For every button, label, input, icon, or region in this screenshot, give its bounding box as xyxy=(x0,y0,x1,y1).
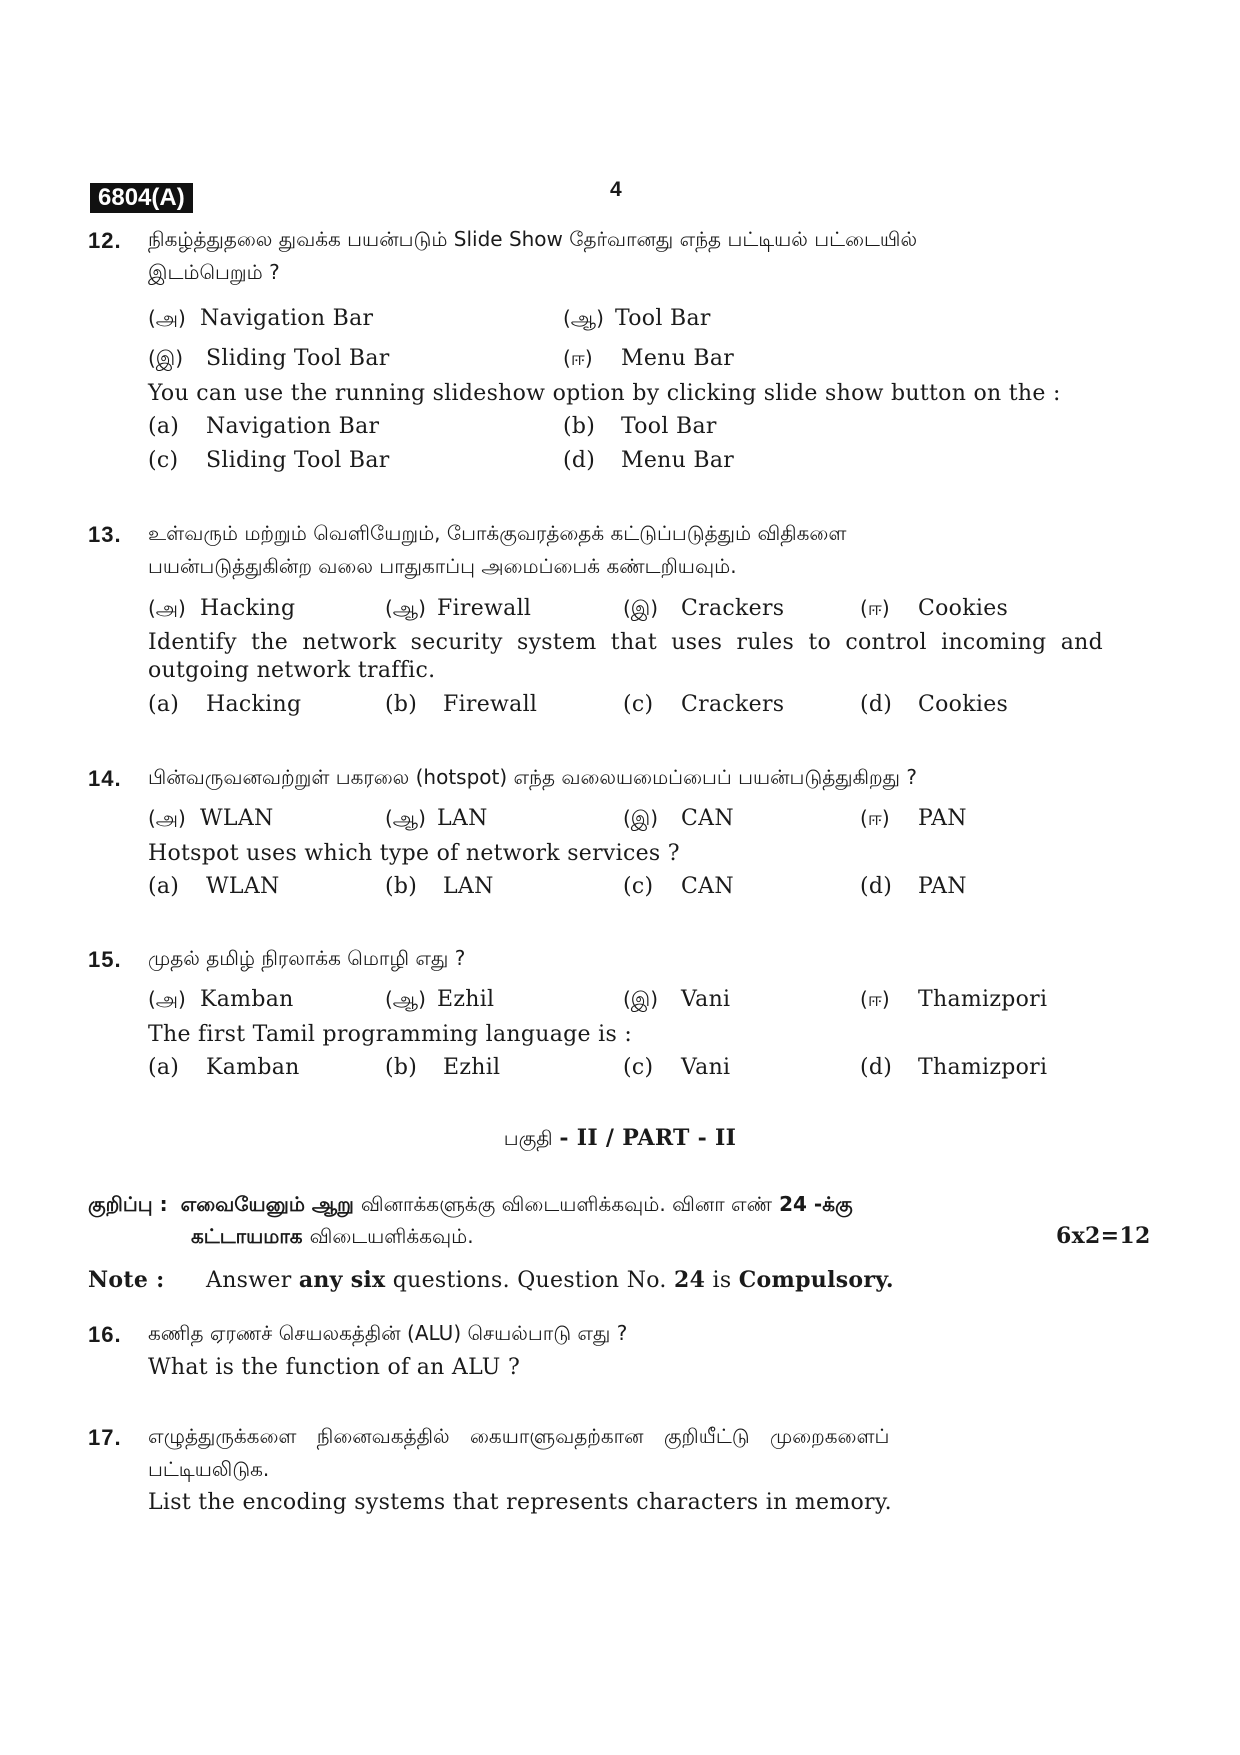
option-text: Ezhil xyxy=(443,1055,501,1080)
note-english-bold: Compulsory. xyxy=(738,1267,894,1293)
option-english-a xyxy=(148,873,280,901)
option-label: (d) xyxy=(860,874,893,899)
option-text: Menu Bar xyxy=(621,346,735,371)
note-english-text: is xyxy=(712,1268,732,1293)
option-label: (c) xyxy=(623,692,654,717)
option-text: Tool Bar xyxy=(615,306,711,331)
option-english-b xyxy=(385,873,494,901)
question-number: 17. xyxy=(88,1425,122,1450)
option-label: (b) xyxy=(563,414,596,439)
option-text: WLAN xyxy=(206,874,280,899)
option-tamil-c xyxy=(623,985,730,1014)
option-label: (ஈ) xyxy=(860,987,890,1011)
option-text: Vani xyxy=(681,987,731,1012)
option-label: (d) xyxy=(860,1055,893,1080)
question-tamil-line: பின்வருவனவற்றுள் பகரலை (hotspot) எந்த வலையமைப்பைப் பயன்படுத்துகிறது ? xyxy=(148,765,917,789)
option-label: (இ) xyxy=(623,806,659,830)
option-text: Crackers xyxy=(681,692,785,717)
option-text: PAN xyxy=(918,874,967,899)
option-label: (இ) xyxy=(623,596,659,620)
option-label: (a) xyxy=(148,692,180,717)
option-tamil-a xyxy=(148,985,294,1014)
option-label: (c) xyxy=(148,448,179,473)
option-text: Thamizpori xyxy=(918,1055,1048,1080)
option-label: (ஈ) xyxy=(860,806,890,830)
option-label: (a) xyxy=(148,414,180,439)
question-english-text: Hotspot uses which type of network services ? xyxy=(148,841,680,866)
question-tamil-line: நிகழ்த்துதலை துவக்க பயன்படும் Slide Show தேர்வானது எந்த பட்டியல் பட்டையில் xyxy=(148,227,918,251)
note-tamil-label: குறிப்பு : xyxy=(88,1192,168,1216)
option-english-d xyxy=(860,873,967,901)
option-label: (அ) xyxy=(148,987,186,1011)
option-tamil-d xyxy=(860,804,967,833)
section-title xyxy=(0,1125,1240,1153)
question-tamil-line: பட்டியலிடுக. xyxy=(148,1457,270,1481)
option-tamil-c xyxy=(623,804,734,833)
option-text: Navigation Bar xyxy=(206,414,380,439)
note-tamil-text: விடையளிக்கவும். xyxy=(309,1224,474,1248)
option-label: (இ) xyxy=(623,987,659,1011)
option-label: (ஆ) xyxy=(563,306,604,330)
option-label: (ஈ) xyxy=(563,346,593,370)
option-english-b xyxy=(385,1054,500,1082)
option-label: (b) xyxy=(385,692,418,717)
option-english-a xyxy=(148,413,379,441)
option-label: (ஆ) xyxy=(385,987,426,1011)
option-label: (ஈ) xyxy=(860,596,890,620)
paper-code-badge: 6804(A) xyxy=(90,183,193,213)
note-tamil-bold: கட்டாயமாக xyxy=(191,1224,303,1248)
section-title-english: - II / PART - II xyxy=(559,1125,737,1151)
option-text: Sliding Tool Bar xyxy=(206,346,390,371)
option-label: (a) xyxy=(148,1055,180,1080)
option-text: Thamizpori xyxy=(918,987,1048,1012)
question-number: 16. xyxy=(88,1322,122,1347)
option-label: (அ) xyxy=(148,806,186,830)
option-tamil-c xyxy=(623,594,784,623)
option-text: Crackers xyxy=(681,596,785,621)
option-tamil-d xyxy=(860,985,1047,1014)
option-text: Hacking xyxy=(206,692,302,717)
note-tamil-text: வினாக்களுக்கு விடையளிக்கவும். வினா எண் xyxy=(360,1192,773,1216)
option-english-c xyxy=(623,1054,730,1082)
note-english-label: Note : xyxy=(88,1267,165,1293)
question-english-text: List the encoding systems that represents characters in memory. xyxy=(148,1490,892,1515)
question-tamil-line: கணித ஏரணச் செயலகத்தின் (ALU) செயல்பாடு எது ? xyxy=(148,1321,628,1345)
option-tamil-b xyxy=(563,304,711,333)
option-text: Firewall xyxy=(437,596,532,621)
option-label: (அ) xyxy=(148,596,186,620)
option-text: CAN xyxy=(681,874,734,899)
option-text: LAN xyxy=(443,874,494,899)
option-label: (இ) xyxy=(148,346,184,370)
note-english-bold: 24 xyxy=(674,1267,706,1293)
option-text: Navigation Bar xyxy=(200,306,374,331)
option-text: Tool Bar xyxy=(621,414,717,439)
note-english-text: Answer xyxy=(206,1268,292,1293)
question-english-text: The first Tamil programming language is : xyxy=(148,1022,633,1047)
option-text: Kamban xyxy=(206,1055,300,1080)
option-text: Kamban xyxy=(200,987,294,1012)
option-label: (a) xyxy=(148,874,180,899)
marks-allocation: 6x2=12 xyxy=(1056,1223,1151,1249)
option-label: (ஆ) xyxy=(385,806,426,830)
option-label: (b) xyxy=(385,1055,418,1080)
question-number: 12. xyxy=(88,228,122,253)
option-text: Sliding Tool Bar xyxy=(206,448,390,473)
option-english-a xyxy=(148,691,301,719)
option-text: CAN xyxy=(681,806,734,831)
option-english-b xyxy=(563,413,717,441)
option-english-c xyxy=(148,447,390,475)
question-english-text: You can use the running slideshow option by clicking slide show button on the : xyxy=(148,381,1061,406)
question-number: 13. xyxy=(88,522,122,547)
option-text: Cookies xyxy=(918,596,1009,621)
option-tamil-b xyxy=(385,594,531,623)
question-tamil-line: இடம்பெறும் ? xyxy=(148,260,280,284)
question-tamil-line: பயன்படுத்துகின்ற வலை பாதுகாப்பு அமைப்பைக் கண்டறியவும். xyxy=(148,554,737,578)
option-label: (அ) xyxy=(148,306,186,330)
option-english-c xyxy=(623,691,784,719)
option-label: (b) xyxy=(385,874,418,899)
question-english-text: What is the function of an ALU ? xyxy=(148,1355,521,1380)
note-english-text: questions. Question No. xyxy=(392,1268,667,1293)
question-number: 15. xyxy=(88,947,122,972)
option-tamil-d xyxy=(563,344,734,373)
option-english-d xyxy=(563,447,734,475)
question-tamil-line: எழுத்துருக்களை நினைவகத்தில் கையாளுவதற்கான குறியீட்டு முறைகளைப் xyxy=(148,1424,890,1448)
note-tamil-bold: எவையேனும் ஆறு xyxy=(180,1192,354,1216)
option-english-c xyxy=(623,873,734,901)
option-tamil-c xyxy=(148,344,390,373)
question-english-text: Identify the network security system that uses rules to control incoming and outgoing network traffic. xyxy=(148,630,1103,683)
option-text: Cookies xyxy=(918,692,1009,717)
option-label: (d) xyxy=(860,692,893,717)
option-tamil-a xyxy=(148,594,295,623)
section-title-tamil: பகுதி xyxy=(503,1126,553,1150)
option-text: Firewall xyxy=(443,692,538,717)
option-english-d xyxy=(860,1054,1047,1082)
option-tamil-a xyxy=(148,304,373,333)
option-text: LAN xyxy=(437,806,488,831)
option-label: (ஆ) xyxy=(385,596,426,620)
option-english-b xyxy=(385,691,537,719)
note-english-bold: any six xyxy=(298,1267,386,1293)
option-text: Menu Bar xyxy=(621,448,735,473)
option-tamil-b xyxy=(385,985,494,1014)
option-text: Hacking xyxy=(200,596,296,621)
question-tamil-line: உள்வரும் மற்றும் வெளியேறும், போக்குவரத்தைக் கட்டுப்படுத்தும் விதிகளை xyxy=(148,521,847,545)
option-english-a xyxy=(148,1054,300,1082)
note-tamil-number: 24 -க்கு xyxy=(779,1192,853,1216)
option-text: PAN xyxy=(918,806,967,831)
option-label: (c) xyxy=(623,1055,654,1080)
option-tamil-d xyxy=(860,594,1008,623)
option-label: (d) xyxy=(563,448,596,473)
question-number: 14. xyxy=(88,766,122,791)
option-text: Vani xyxy=(681,1055,731,1080)
option-english-d xyxy=(860,691,1008,719)
option-tamil-a xyxy=(148,804,274,833)
option-text: WLAN xyxy=(200,806,274,831)
option-label: (c) xyxy=(623,874,654,899)
question-tamil-line: முதல் தமிழ் நிரலாக்க மொழி எது ? xyxy=(148,946,466,970)
option-tamil-b xyxy=(385,804,488,833)
page-number: 4 xyxy=(610,178,622,201)
option-text: Ezhil xyxy=(437,987,495,1012)
